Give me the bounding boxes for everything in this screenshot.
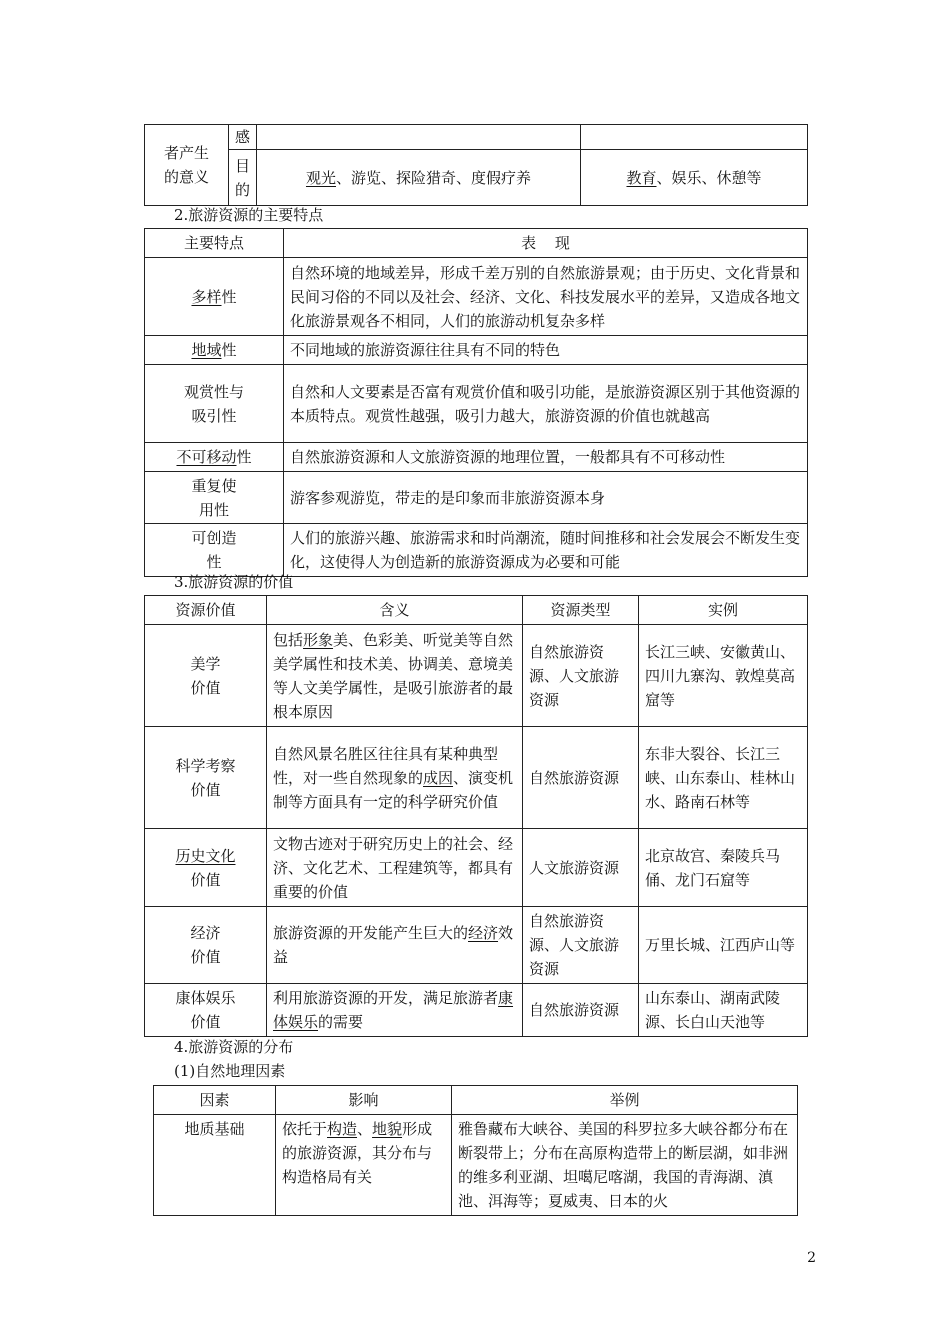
meaning-col-label: 者产生的意义: [145, 125, 229, 206]
value-name: 经济价值: [145, 907, 267, 984]
factor-influence: [276, 1115, 452, 1216]
underlined-term: 康体娱乐: [273, 989, 514, 1031]
meaning-table: [144, 124, 808, 206]
text: 依托于: [282, 1120, 328, 1138]
value-name: [145, 829, 267, 907]
text: 、: [357, 1120, 373, 1138]
underlined-term: 构造: [327, 1120, 358, 1138]
text: 重复使用性: [191, 476, 237, 519]
value-example: 山东泰山、湖南武陵源、长白山天池等: [639, 984, 808, 1037]
row-label-gan: 感: [229, 125, 257, 150]
value-meaning: [267, 625, 523, 727]
value-meaning: [267, 727, 523, 829]
underlined-term: 经济: [468, 924, 499, 942]
value-example: 长江三峡、安徽黄山、四川九寨沟、敦煌莫高窟等: [639, 625, 808, 727]
value-meaning: [267, 984, 523, 1037]
text: 性: [221, 341, 237, 359]
header-type: 资源类型: [523, 596, 639, 625]
feature-desc: 自然环境的地域差异，形成千差万别的自然旅游景观；由于历史、文化背景和民间习俗的不同以及社会、经济、文化、科技发展水平的差异，又造成各地文化旅游景观各不相同，人们的旅游动机复杂多样: [284, 258, 808, 336]
feature-desc: 自然旅游资源和人文旅游资源的地理位置，一般都具有不可移动性: [284, 443, 808, 472]
value-type: 自然旅游资源、人文旅游资源: [523, 625, 639, 727]
header-meaning: 含义: [267, 596, 523, 625]
header-examples: 举例: [452, 1086, 798, 1115]
underlined-term: 教育: [626, 168, 657, 187]
factor-example: 雅鲁藏布大峡谷、美国的科罗拉多大峡谷都分布在断裂带上；分布在高原构造带上的断层湖，如非洲的维多利亚湖、坦噶尼喀湖，我国的青海湖、滇池、洱海等；夏威夷、日本的火: [452, 1115, 798, 1216]
header-value: 资源价值: [145, 596, 267, 625]
text: 利用旅游资源的开发，满足旅游者: [273, 989, 499, 1007]
underlined-term: 不可移动: [176, 448, 237, 466]
text: 美、色彩美、听觉美等自然美学属性和技术美、协调美、意境美等人文美学属性，是吸引旅游者的最根本原因: [273, 630, 514, 721]
underlined-term: 地貌: [372, 1120, 403, 1138]
value-type: 自然旅游资源: [523, 727, 639, 829]
text: 性: [221, 287, 237, 306]
value-example: 东非大裂谷、长江三峡、山东泰山、桂林山水、路南石林等: [639, 727, 808, 829]
feature-desc: 不同地域的旅游资源往往具有不同的特色: [284, 336, 808, 365]
feature-name: [145, 336, 284, 365]
text: 、演变机制等方面具有一定的科学研究价值: [273, 768, 514, 811]
feature-name: [145, 472, 284, 524]
cell-empty: [581, 125, 808, 150]
value-name: 科学考察价值: [145, 727, 267, 829]
value-example: 万里长城、江西庐山等: [639, 907, 808, 984]
value-name: 美学价值: [145, 625, 267, 727]
feature-name: [145, 524, 284, 577]
page-number: 2: [807, 1250, 816, 1266]
cell-empty: [257, 125, 581, 150]
value-name: 康体娱乐价值: [145, 984, 267, 1037]
section-4-title: 4.旅游资源的分布: [174, 1038, 294, 1056]
distribution-table: [153, 1085, 798, 1216]
feature-name: [145, 258, 284, 336]
row-label-purpose: 目的: [229, 150, 257, 206]
header-expression: 表 现: [284, 229, 808, 258]
header-factor: 因素: [154, 1086, 276, 1115]
value-meaning: [267, 829, 523, 907]
value-type: 自然旅游资源、人文旅游资源: [523, 907, 639, 984]
value-type: 自然旅游资源: [523, 984, 639, 1037]
text: 旅游资源的开发能产生巨大的: [273, 924, 469, 942]
feature-name: [145, 443, 284, 472]
underlined-term: 成因: [423, 768, 454, 787]
value-table: [144, 595, 808, 1037]
text: 观赏性与吸引性: [183, 382, 244, 425]
section-4-subtitle: (1)自然地理因素: [174, 1062, 286, 1080]
section-2-title: 2.旅游资源的主要特点: [174, 206, 324, 224]
text: 价值: [190, 870, 221, 889]
text: 、娱乐、休憩等: [656, 168, 762, 187]
feature-desc: 自然和人文要素是否富有观赏价值和吸引功能，是旅游资源区别于其他资源的本质特点。观赏性越强，吸引力越大，旅游资源的价值也就越高: [284, 365, 808, 443]
value-type: 人文旅游资源: [523, 829, 639, 907]
underlined-term: 多样: [191, 287, 222, 306]
features-table: [144, 228, 808, 577]
feature-desc: 人们的旅游兴趣、旅游需求和时尚潮流，随时间推移和社会发展会不断发生变化，这使得人为创造新的旅游资源成为必要和可能: [284, 524, 808, 577]
feature-name: [145, 365, 284, 443]
header-example: 实例: [639, 596, 808, 625]
text: 效益: [273, 924, 514, 966]
text: 包括: [273, 630, 304, 649]
text: 形成的旅游资源，其分布与构造格局有关: [282, 1120, 433, 1186]
header-feature: 主要特点: [145, 229, 284, 258]
underlined-term: 观光: [305, 168, 336, 187]
purpose-natural: [257, 150, 581, 206]
factor-name: 地质基础: [154, 1115, 276, 1216]
value-example: 北京故宫、秦陵兵马俑、龙门石窟等: [639, 829, 808, 907]
text: 的需要: [318, 1013, 364, 1031]
text: 可创造性: [191, 529, 237, 571]
underlined-term: 形象: [303, 630, 334, 649]
underlined-term: 历史文化: [175, 846, 236, 865]
purpose-cultural: [581, 150, 808, 206]
underlined-term: 地域: [191, 341, 222, 359]
value-meaning: [267, 907, 523, 984]
text: 自然风景名胜区往往具有某种典型性，对一些自然现象的: [273, 744, 499, 787]
header-influence: 影响: [276, 1086, 452, 1115]
section-3-title: 3.旅游资源的价值: [174, 573, 294, 591]
text: 文物古迹对于研究历史上的社会、经济、文化艺术、工程建筑等，都具有重要的价值: [273, 834, 514, 901]
text: 、游览、探险猎奇、度假疗养: [336, 168, 532, 187]
text: 性: [236, 448, 252, 466]
feature-desc: 游客参观游览，带走的是印象而非旅游资源本身: [284, 472, 808, 524]
